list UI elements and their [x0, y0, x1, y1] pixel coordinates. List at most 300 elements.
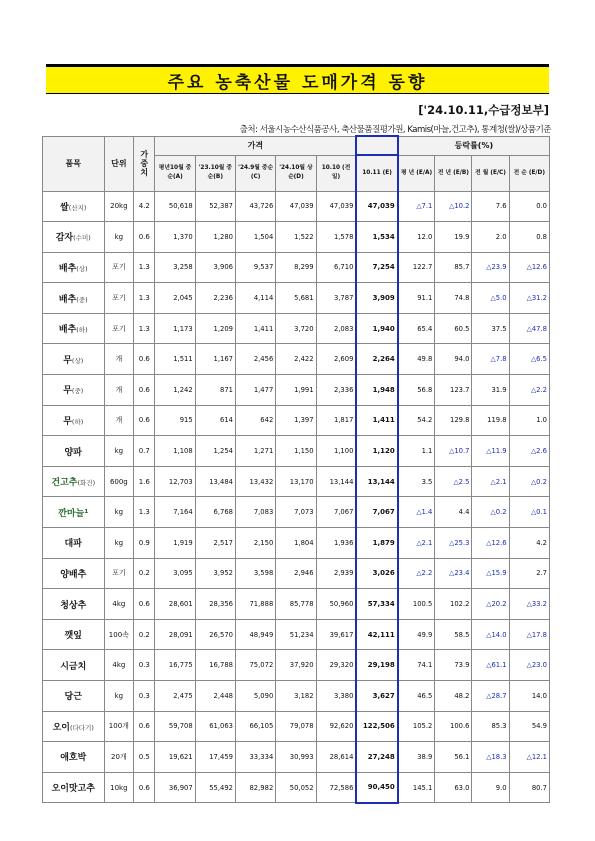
- change-cell: 48.2: [435, 681, 472, 712]
- change-cell: 80.7: [509, 772, 549, 803]
- change-cell: 4.2: [509, 528, 549, 559]
- price-cell: 13,170: [276, 466, 316, 497]
- change-cell: △25.3: [435, 528, 472, 559]
- change-cell: 49.8: [398, 344, 435, 375]
- price-cell: 61,063: [195, 711, 235, 742]
- table-row: [43, 772, 550, 803]
- price-current-cell: 3,909: [356, 283, 397, 314]
- price-cell: 1,108: [155, 436, 195, 467]
- item-name-cell: [43, 681, 105, 712]
- report-date: ['24.10.11,수급정보부]: [418, 103, 549, 117]
- table-row: [43, 681, 550, 712]
- change-cell: 49.9: [398, 619, 435, 650]
- item-name-cell: [43, 650, 105, 681]
- item-name-cell: [43, 772, 105, 803]
- price-cell: 51,234: [276, 619, 316, 650]
- price-current-cell: 3,026: [356, 558, 397, 589]
- header-change-col: 전 순 (E/D): [509, 155, 549, 191]
- change-cell: 63.0: [435, 772, 472, 803]
- price-cell: 55,492: [195, 772, 235, 803]
- price-table: [42, 135, 550, 804]
- item-name: 무: [63, 386, 72, 397]
- price-current-cell: 57,334: [356, 589, 397, 620]
- price-cell: 3,598: [235, 558, 275, 589]
- weight-cell: 0.5: [134, 742, 155, 773]
- unit-cell: 포기: [104, 252, 134, 283]
- item-name-cell: [43, 191, 105, 222]
- change-cell: 105.2: [398, 711, 435, 742]
- price-cell: 3,906: [195, 252, 235, 283]
- price-cell: 29,320: [316, 650, 356, 681]
- unit-cell: kg: [104, 436, 134, 467]
- price-cell: 28,601: [155, 589, 195, 620]
- change-cell: 19.9: [435, 222, 472, 253]
- table-row: [43, 711, 550, 742]
- table-row: [43, 619, 550, 650]
- header-price-col: '23.10월 중순(B): [195, 155, 235, 191]
- table-row: [43, 650, 550, 681]
- price-cell: 66,105: [235, 711, 275, 742]
- weight-cell: 0.6: [134, 589, 155, 620]
- weight-cell: 1.3: [134, 313, 155, 344]
- price-cell: 614: [195, 405, 235, 436]
- price-cell: 39,617: [316, 619, 356, 650]
- unit-cell: 4kg: [104, 589, 134, 620]
- change-cell: 94.0: [435, 344, 472, 375]
- price-cell: 2,448: [195, 681, 235, 712]
- item-name-cell: [43, 742, 105, 773]
- change-cell: 85.3: [472, 711, 509, 742]
- change-cell: 119.8: [472, 405, 509, 436]
- item-grade: (중): [71, 387, 84, 396]
- table-row: [43, 466, 550, 497]
- weight-cell: 0.6: [134, 222, 155, 253]
- title-banner: [46, 64, 549, 94]
- price-cell: 4,114: [235, 283, 275, 314]
- change-cell: △2.1: [398, 528, 435, 559]
- price-current-cell: 1,879: [356, 528, 397, 559]
- item-name-cell: [43, 497, 105, 528]
- item-name: 깐마늘¹: [58, 508, 89, 519]
- item-name-cell: [43, 711, 105, 742]
- price-cell: 1,919: [155, 528, 195, 559]
- change-cell: △33.2: [509, 589, 549, 620]
- price-cell: 28,091: [155, 619, 195, 650]
- change-cell: 74.1: [398, 650, 435, 681]
- price-cell: 1,411: [235, 313, 275, 344]
- weight-cell: 0.3: [134, 681, 155, 712]
- price-cell: 36,907: [155, 772, 195, 803]
- change-cell: △2.2: [509, 375, 549, 406]
- table-row: [43, 436, 550, 467]
- change-cell: 2.7: [509, 558, 549, 589]
- price-cell: 79,078: [276, 711, 316, 742]
- weight-cell: 1.6: [134, 466, 155, 497]
- item-name-cell: [43, 252, 105, 283]
- change-cell: △17.8: [509, 619, 549, 650]
- change-cell: 38.9: [398, 742, 435, 773]
- unit-cell: 10kg: [104, 772, 134, 803]
- price-cell: 47,039: [276, 191, 316, 222]
- change-cell: 7.6: [472, 191, 509, 222]
- header-price-col-current: 10.11 (E): [356, 155, 397, 191]
- table-row: [43, 313, 550, 344]
- header-price-group: 가격: [155, 136, 357, 155]
- unit-cell: kg: [104, 681, 134, 712]
- change-cell: 56.1: [435, 742, 472, 773]
- price-cell: 13,144: [316, 466, 356, 497]
- change-cell: 91.1: [398, 283, 435, 314]
- price-cell: 1,271: [235, 436, 275, 467]
- item-grade: (산지): [68, 203, 87, 212]
- weight-cell: 0.9: [134, 528, 155, 559]
- unit-cell: 20kg: [104, 191, 134, 222]
- weight-cell: 0.6: [134, 772, 155, 803]
- change-cell: 85.7: [435, 252, 472, 283]
- change-cell: 58.5: [435, 619, 472, 650]
- price-cell: 7,164: [155, 497, 195, 528]
- change-cell: 100.6: [435, 711, 472, 742]
- change-cell: △14.0: [472, 619, 509, 650]
- table-row: [43, 589, 550, 620]
- price-cell: 19,621: [155, 742, 195, 773]
- price-cell: 3,787: [316, 283, 356, 314]
- price-cell: 1,150: [276, 436, 316, 467]
- price-cell: 26,570: [195, 619, 235, 650]
- change-cell: △12.6: [509, 252, 549, 283]
- change-cell: 100.5: [398, 589, 435, 620]
- item-name: 감자: [55, 233, 74, 244]
- price-current-cell: 1,120: [356, 436, 397, 467]
- item-grade: (수미): [73, 234, 91, 243]
- price-cell: 1,991: [276, 375, 316, 406]
- price-cell: 9,537: [235, 252, 275, 283]
- price-current-cell: 13,144: [356, 466, 397, 497]
- price-cell: 1,511: [155, 344, 195, 375]
- header-price-current-top: [356, 136, 397, 155]
- change-cell: △10.2: [435, 191, 472, 222]
- item-grade: (중): [76, 295, 88, 304]
- item-name: 애호박: [60, 753, 87, 764]
- price-cell: 85,778: [276, 589, 316, 620]
- price-cell: 2,609: [316, 344, 356, 375]
- table-row: [43, 742, 550, 773]
- item-name: 청상추: [60, 600, 87, 611]
- change-cell: 37.5: [472, 313, 509, 344]
- change-cell: △10.7: [435, 436, 472, 467]
- price-cell: 2,946: [276, 558, 316, 589]
- change-cell: △7.1: [398, 191, 435, 222]
- change-cell: △12.1: [509, 742, 549, 773]
- weight-cell: 0.6: [134, 344, 155, 375]
- price-cell: 2,456: [235, 344, 275, 375]
- weight-cell: 0.6: [134, 711, 155, 742]
- change-cell: 2.0: [472, 222, 509, 253]
- price-current-cell: 1,534: [356, 222, 397, 253]
- table-row: [43, 283, 550, 314]
- price-cell: 6,768: [195, 497, 235, 528]
- unit-cell: 100속: [104, 619, 134, 650]
- price-cell: 16,788: [195, 650, 235, 681]
- table-row: [43, 405, 550, 436]
- header-price-col: '24.10월 상순(D): [276, 155, 316, 191]
- change-cell: △5.0: [472, 283, 509, 314]
- price-cell: 1,370: [155, 222, 195, 253]
- price-current-cell: 122,506: [356, 711, 397, 742]
- weight-cell: 0.3: [134, 650, 155, 681]
- header-price-col: 평년10월 중순(A): [155, 155, 195, 191]
- price-cell: 7,067: [316, 497, 356, 528]
- price-cell: 50,618: [155, 191, 195, 222]
- change-cell: 56.8: [398, 375, 435, 406]
- item-name-cell: [43, 436, 105, 467]
- unit-cell: 포기: [104, 558, 134, 589]
- item-grade: (다다기): [69, 723, 94, 732]
- price-cell: 13,432: [235, 466, 275, 497]
- header-item: 품목: [43, 136, 105, 191]
- item-grade: (하): [71, 417, 84, 426]
- price-cell: 3,182: [276, 681, 316, 712]
- change-cell: △12.6: [472, 528, 509, 559]
- change-cell: △2.2: [398, 558, 435, 589]
- price-current-cell: 27,248: [356, 742, 397, 773]
- price-cell: 3,380: [316, 681, 356, 712]
- header-price-col: 10.10 (전일): [316, 155, 356, 191]
- price-cell: 2,422: [276, 344, 316, 375]
- price-cell: 1,522: [276, 222, 316, 253]
- price-cell: 1,173: [155, 313, 195, 344]
- change-cell: 73.9: [435, 650, 472, 681]
- change-cell: 14.0: [509, 681, 549, 712]
- price-cell: 2,045: [155, 283, 195, 314]
- price-cell: 2,517: [195, 528, 235, 559]
- price-cell: 871: [195, 375, 235, 406]
- price-current-cell: 7,067: [356, 497, 397, 528]
- change-cell: 74.8: [435, 283, 472, 314]
- table-row: [43, 344, 550, 375]
- unit-cell: kg: [104, 497, 134, 528]
- price-current-cell: 3,627: [356, 681, 397, 712]
- price-current-cell: 42,111: [356, 619, 397, 650]
- table-row: [43, 375, 550, 406]
- unit-cell: 20개: [104, 742, 134, 773]
- change-cell: △31.2: [509, 283, 549, 314]
- weight-cell: 0.2: [134, 619, 155, 650]
- price-cell: 12,703: [155, 466, 195, 497]
- price-current-cell: 1,940: [356, 313, 397, 344]
- item-name-cell: [43, 222, 105, 253]
- item-name: 양파: [64, 447, 82, 458]
- price-cell: 1,209: [195, 313, 235, 344]
- item-name-cell: [43, 375, 105, 406]
- change-cell: △1.4: [398, 497, 435, 528]
- unit-cell: 포기: [104, 283, 134, 314]
- price-cell: 6,710: [316, 252, 356, 283]
- price-cell: 1,167: [195, 344, 235, 375]
- change-cell: 54.9: [509, 711, 549, 742]
- change-cell: △2.6: [509, 436, 549, 467]
- price-cell: 37,920: [276, 650, 316, 681]
- weight-header-text: 가 중 치: [140, 150, 149, 177]
- price-cell: 2,150: [235, 528, 275, 559]
- item-name-cell: [43, 283, 105, 314]
- change-cell: 4.4: [435, 497, 472, 528]
- change-cell: △61.1: [472, 650, 509, 681]
- unit-cell: 600g: [104, 466, 134, 497]
- change-cell: △0.2: [509, 466, 549, 497]
- item-grade: (화건): [77, 479, 96, 488]
- item-grade: (상): [71, 356, 84, 365]
- item-name: 대파: [64, 539, 82, 550]
- price-current-cell: 1,948: [356, 375, 397, 406]
- price-cell: 92,620: [316, 711, 356, 742]
- table-row: [43, 497, 550, 528]
- change-cell: △7.8: [472, 344, 509, 375]
- price-cell: 1,280: [195, 222, 235, 253]
- change-cell: 65.4: [398, 313, 435, 344]
- item-name: 오이: [52, 722, 70, 733]
- price-cell: 28,614: [316, 742, 356, 773]
- price-cell: 30,993: [276, 742, 316, 773]
- item-name-cell: [43, 313, 105, 344]
- weight-cell: 1.3: [134, 497, 155, 528]
- unit-cell: 개: [104, 344, 134, 375]
- change-cell: △6.5: [509, 344, 549, 375]
- change-cell: 12.0: [398, 222, 435, 253]
- price-cell: 915: [155, 405, 195, 436]
- price-cell: 3,095: [155, 558, 195, 589]
- change-cell: △2.5: [435, 466, 472, 497]
- change-cell: △2.1: [472, 466, 509, 497]
- item-name: 당근: [64, 692, 82, 703]
- change-cell: △18.3: [472, 742, 509, 773]
- item-name: 양배추: [60, 569, 87, 580]
- change-cell: 31.9: [472, 375, 509, 406]
- weight-cell: 0.6: [134, 405, 155, 436]
- price-cell: 642: [235, 405, 275, 436]
- header-weight: [134, 136, 155, 191]
- table-row: [43, 222, 550, 253]
- item-name: 무: [63, 355, 72, 366]
- item-name: 배추: [58, 263, 77, 274]
- price-cell: 50,960: [316, 589, 356, 620]
- price-cell: 5,090: [235, 681, 275, 712]
- item-name-cell: [43, 589, 105, 620]
- price-cell: 7,073: [276, 497, 316, 528]
- price-cell: 5,681: [276, 283, 316, 314]
- item-name-cell: [43, 528, 105, 559]
- change-cell: 1.1: [398, 436, 435, 467]
- weight-cell: 4.2: [134, 191, 155, 222]
- header-change-col: 전 년 (E/B): [435, 155, 472, 191]
- change-cell: △28.7: [472, 681, 509, 712]
- change-cell: 129.8: [435, 405, 472, 436]
- change-cell: 54.2: [398, 405, 435, 436]
- page-title: 주요 농축산물 도매가격 동향: [167, 72, 428, 93]
- weight-cell: 0.6: [134, 375, 155, 406]
- price-cell: 47,039: [316, 191, 356, 222]
- item-name: 무: [63, 416, 72, 427]
- change-cell: 122.7: [398, 252, 435, 283]
- change-cell: 3.5: [398, 466, 435, 497]
- change-cell: 102.2: [435, 589, 472, 620]
- change-cell: 60.5: [435, 313, 472, 344]
- price-current-cell: 29,198: [356, 650, 397, 681]
- price-cell: 1,242: [155, 375, 195, 406]
- price-current-cell: 90,450: [356, 772, 397, 803]
- price-cell: 33,334: [235, 742, 275, 773]
- price-cell: 75,072: [235, 650, 275, 681]
- price-cell: 1,397: [276, 405, 316, 436]
- change-cell: △0.2: [472, 497, 509, 528]
- change-cell: △15.9: [472, 558, 509, 589]
- change-cell: 123.7: [435, 375, 472, 406]
- change-cell: 1.0: [509, 405, 549, 436]
- unit-cell: 4kg: [104, 650, 134, 681]
- table-row: [43, 252, 550, 283]
- item-name: 건고추: [51, 478, 78, 489]
- change-cell: 9.0: [472, 772, 509, 803]
- price-cell: 28,356: [195, 589, 235, 620]
- unit-cell: kg: [104, 222, 134, 253]
- weight-cell: 0.7: [134, 436, 155, 467]
- change-cell: △0.1: [509, 497, 549, 528]
- price-cell: 1,578: [316, 222, 356, 253]
- price-cell: 1,804: [276, 528, 316, 559]
- table-row: [43, 558, 550, 589]
- item-name-cell: [43, 466, 105, 497]
- price-cell: 1,254: [195, 436, 235, 467]
- price-cell: 8,299: [276, 252, 316, 283]
- change-cell: △20.2: [472, 589, 509, 620]
- price-cell: 16,775: [155, 650, 195, 681]
- price-cell: 3,952: [195, 558, 235, 589]
- header-change-col: 전 월 (E/C): [472, 155, 509, 191]
- item-name-cell: [43, 558, 105, 589]
- price-current-cell: 1,411: [356, 405, 397, 436]
- price-cell: 7,083: [235, 497, 275, 528]
- header-change-col: 평 년 (E/A): [398, 155, 435, 191]
- item-name-cell: [43, 405, 105, 436]
- price-cell: 1,504: [235, 222, 275, 253]
- change-cell: △23.9: [472, 252, 509, 283]
- change-cell: △23.4: [435, 558, 472, 589]
- change-cell: △11.9: [472, 436, 509, 467]
- price-cell: 2,336: [316, 375, 356, 406]
- price-cell: 59,708: [155, 711, 195, 742]
- item-name: 배추: [58, 294, 77, 305]
- price-cell: 43,726: [235, 191, 275, 222]
- item-name: 깻잎: [64, 631, 82, 642]
- change-cell: △47.8: [509, 313, 549, 344]
- price-cell: 82,982: [235, 772, 275, 803]
- price-cell: 1,477: [235, 375, 275, 406]
- change-cell: 0.8: [509, 222, 549, 253]
- price-cell: 1,100: [316, 436, 356, 467]
- item-grade: (하): [76, 326, 88, 335]
- change-cell: 0.0: [509, 191, 549, 222]
- price-cell: 71,888: [235, 589, 275, 620]
- price-cell: 48,949: [235, 619, 275, 650]
- price-current-cell: 47,039: [356, 191, 397, 222]
- unit-cell: kg: [104, 528, 134, 559]
- weight-cell: 0.2: [134, 558, 155, 589]
- price-current-cell: 7,254: [356, 252, 397, 283]
- header-change-group: 등락률(%): [398, 136, 550, 155]
- unit-cell: 100개: [104, 711, 134, 742]
- weight-cell: 1.3: [134, 252, 155, 283]
- item-name: 쌀: [60, 202, 69, 213]
